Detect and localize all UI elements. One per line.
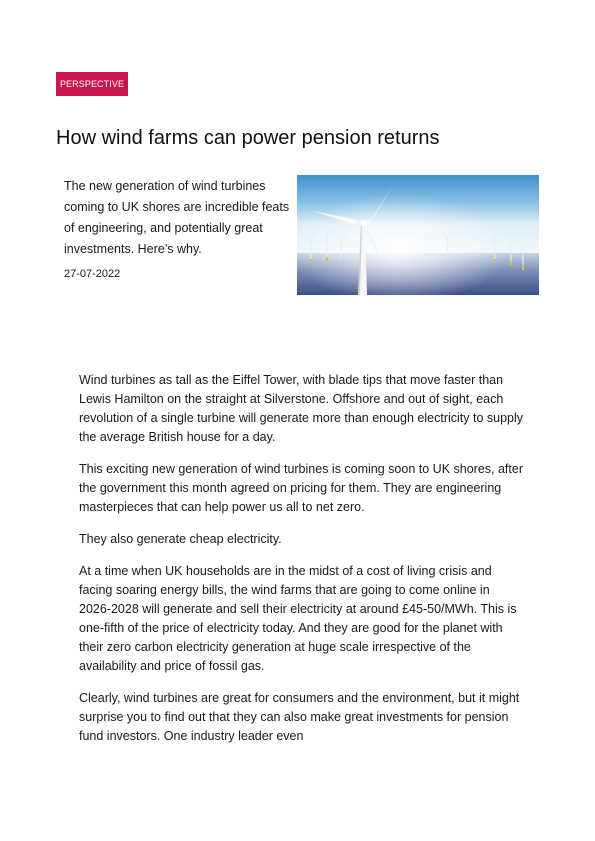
body-paragraph: They also generate cheap electricity. [79,532,282,546]
hero-image-wind-turbines [297,175,539,295]
category-tag: PERSPECTIVE [56,72,128,96]
offshore-wind-farm-illustration [297,175,539,295]
article-body [79,371,524,759]
body-paragraph: This exciting new generation of wind turbines is coming soon to UK shores, after the government this month agreed on pricing for them. They are engineering masterpieces that can help power us all to net zero. [79,462,523,514]
article-title: How wind farms can power pension returns [56,127,440,149]
body-paragraph: Wind turbines as tall as the Eiffel Tower, with blade tips that move faster than Lewis Hamilton on the straight at Silverstone. Offshore and out of sight, each revolution of a single turbine will generate more than enough electricity to supply the average British house for a day. [79,373,524,444]
body-paragraph: At a time when UK households are in the midst of a cost of living crisis and facing soaring energy bills, the wind farms that are going to come online in 2026-2028 will generate and sell their electricity at around £45-50/MWh. This is one-fifth of the price of electricity today. And they are good for the planet with their zero carbon electricity generation at huge scale irrespective of the availability and price of fossil gas. [79,564,517,673]
article-standfirst: The new generation of wind turbines coming to UK shores are incredible feats of engineering, and potentially great investments. Here’s why. [64,179,290,256]
body-paragraph: Clearly, wind turbines are great for consumers and the environment, but it might surprise you to find out that they can also make great investments for pension fund investors. One industry leader even [79,691,520,743]
publish-date: 27-07-2022 [64,268,121,280]
